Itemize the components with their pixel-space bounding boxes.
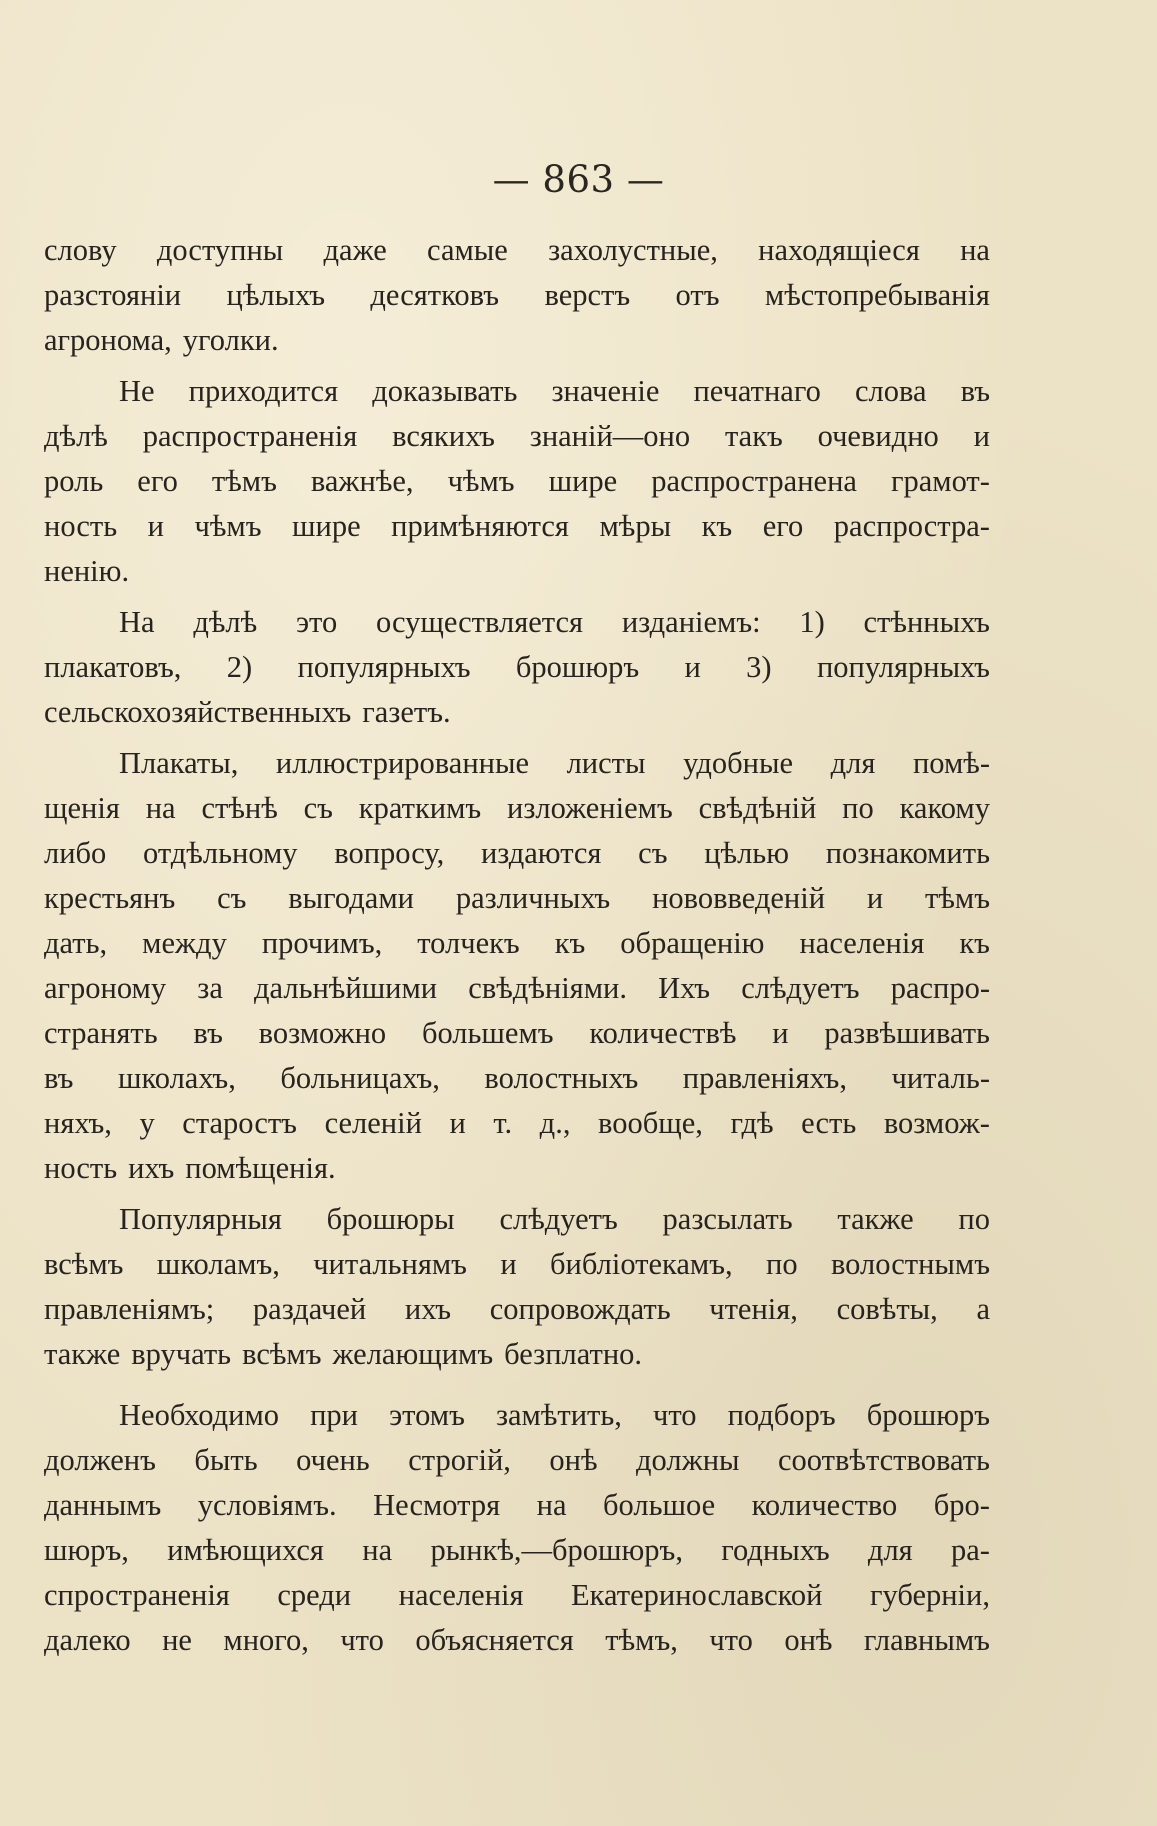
- word: читальнямъ: [313, 1247, 467, 1281]
- word: знаній—оно: [529, 419, 691, 453]
- word: всѣмъ: [44, 1247, 124, 1281]
- word: шюръ,: [44, 1533, 129, 1567]
- word: возмож-: [883, 1106, 990, 1140]
- word: распространена: [651, 464, 857, 498]
- text-line: [44, 1483, 990, 1528]
- word: на: [536, 1488, 567, 1522]
- body-text: [44, 228, 990, 1663]
- word: вопросу,: [334, 836, 445, 870]
- text-line: [44, 228, 990, 273]
- word: населенія: [398, 1578, 524, 1612]
- text-line: [44, 414, 990, 459]
- word: населенія: [799, 926, 925, 960]
- word: къ: [554, 926, 586, 960]
- word: онѣ: [784, 1623, 833, 1657]
- word: плакатовъ,: [44, 650, 182, 684]
- word: брошюръ: [866, 1398, 990, 1432]
- word: 3): [746, 650, 772, 684]
- text-line: [44, 600, 990, 645]
- word: распро-: [890, 971, 990, 1005]
- word: ность: [44, 1151, 118, 1185]
- word: чтенія,: [709, 1292, 798, 1326]
- word: мѣры: [599, 509, 672, 543]
- word: соотвѣтствовать: [778, 1443, 990, 1477]
- word: не: [162, 1623, 192, 1657]
- word: раздачей: [252, 1292, 367, 1326]
- word: долженъ: [44, 1443, 156, 1477]
- word: съ: [217, 881, 247, 915]
- word: волостныхъ: [484, 1061, 639, 1095]
- word: сопровождать: [489, 1292, 671, 1326]
- word: щенія: [44, 791, 120, 825]
- word: объясняется: [415, 1623, 574, 1657]
- word: на: [362, 1533, 393, 1567]
- word: брошюры: [326, 1202, 455, 1236]
- text-line: [44, 741, 990, 786]
- word: цѣлью: [704, 836, 789, 870]
- word: тѣмъ,: [605, 1623, 678, 1657]
- word: обращенію: [620, 926, 765, 960]
- word: Популярныя: [119, 1202, 282, 1236]
- word: помѣ-: [912, 746, 990, 780]
- word: Плакаты,: [119, 746, 239, 780]
- word: строгій,: [408, 1443, 511, 1477]
- word: такъ: [724, 419, 783, 453]
- word: 2): [226, 650, 253, 684]
- text-line: [44, 1146, 990, 1191]
- word: на: [145, 791, 176, 825]
- word: количествѣ: [589, 1016, 737, 1050]
- word: ихъ: [128, 1151, 175, 1185]
- word: большемъ: [421, 1016, 554, 1050]
- word: верстъ: [544, 278, 631, 312]
- word: развѣшивать: [824, 1016, 990, 1050]
- text-line: [44, 369, 990, 414]
- word: доступны: [156, 233, 284, 267]
- text-line: [44, 786, 990, 831]
- word: самые: [427, 233, 508, 267]
- word: всѣмъ: [242, 1337, 322, 1371]
- word: количество: [751, 1488, 898, 1522]
- word: изданіемъ:: [621, 605, 761, 639]
- word: для: [830, 746, 876, 780]
- word: агроному: [44, 971, 167, 1005]
- word: толчекъ: [417, 926, 520, 960]
- word: при: [310, 1398, 359, 1432]
- word: крестьянъ: [44, 881, 176, 915]
- word: читаль-: [891, 1061, 990, 1095]
- word: къ: [959, 926, 990, 960]
- word: т.: [493, 1106, 513, 1140]
- word: ра-: [951, 1533, 990, 1567]
- word: въ: [960, 374, 990, 408]
- text-line: [44, 831, 990, 876]
- word: няхъ,: [44, 1106, 112, 1140]
- text-line: [44, 1242, 990, 1287]
- word: въ: [44, 1061, 74, 1095]
- text-line: [44, 876, 990, 921]
- word: большое: [603, 1488, 716, 1522]
- word: Ихъ: [658, 971, 711, 1005]
- text-line: [44, 1332, 990, 1377]
- word: грамот-: [890, 464, 990, 498]
- word: школахъ,: [117, 1061, 236, 1095]
- word: тѣмъ: [211, 464, 277, 498]
- word: ихъ: [404, 1292, 452, 1326]
- word: разсылать: [662, 1202, 793, 1236]
- page-number: — 863 —: [492, 158, 665, 201]
- word: популярныхъ: [816, 650, 990, 684]
- word: примѣняются: [391, 509, 569, 543]
- word: желающимъ: [332, 1337, 494, 1371]
- word: этомъ: [389, 1398, 465, 1432]
- word: свѣдѣній: [698, 791, 817, 825]
- word: печатнаго: [693, 374, 821, 408]
- word: годныхъ: [721, 1533, 830, 1567]
- word: что: [709, 1623, 753, 1657]
- word: спространенія: [44, 1578, 230, 1612]
- word: слѣдуетъ: [741, 971, 860, 1005]
- word: шире: [548, 464, 618, 498]
- word: прочимъ,: [261, 926, 383, 960]
- word: даннымъ: [44, 1488, 162, 1522]
- text-line: [44, 1197, 990, 1242]
- word: что: [340, 1623, 384, 1657]
- word: больницахъ,: [280, 1061, 440, 1095]
- word: совѣты,: [836, 1292, 938, 1326]
- word: разстояніи: [44, 278, 182, 312]
- word: осуществляется: [375, 605, 584, 639]
- word: доказывать: [372, 374, 518, 408]
- word: роль: [44, 464, 104, 498]
- word: школамъ,: [156, 1247, 280, 1281]
- word: съ: [303, 791, 333, 825]
- word: дѣлѣ: [193, 605, 258, 639]
- word: рынкѣ,—брошюръ,: [430, 1533, 683, 1567]
- word: приходится: [188, 374, 339, 408]
- word: у: [139, 1106, 155, 1140]
- word: Необходимо: [119, 1398, 280, 1432]
- word: также: [837, 1202, 914, 1236]
- text-line: [44, 966, 990, 1011]
- text-line: [44, 1438, 990, 1483]
- word: уголки.: [182, 323, 279, 357]
- word: много,: [223, 1623, 309, 1657]
- text-line: [44, 504, 990, 549]
- word: и: [147, 509, 164, 543]
- text-line: [44, 318, 990, 363]
- word: нововведеній: [652, 881, 826, 915]
- word: странять: [44, 1016, 158, 1050]
- word: очевидно: [817, 419, 939, 453]
- word: правленіяхъ,: [682, 1061, 847, 1095]
- word: дать,: [44, 926, 108, 960]
- word: свѣдѣніями.: [468, 971, 627, 1005]
- word: иллюстрированные: [275, 746, 529, 780]
- word: листы: [566, 746, 646, 780]
- word: отдѣльному: [143, 836, 298, 870]
- word: вообще,: [598, 1106, 703, 1140]
- text-line: [44, 1573, 990, 1618]
- word: ненію.: [44, 554, 130, 588]
- word: подборъ: [727, 1398, 836, 1432]
- word: д.,: [539, 1106, 571, 1140]
- text-line: [44, 459, 990, 504]
- word: въ: [193, 1016, 223, 1050]
- word: замѣтить,: [495, 1398, 622, 1432]
- word: Несмотря: [373, 1488, 501, 1522]
- word: по: [958, 1202, 990, 1236]
- word: должны: [636, 1443, 740, 1477]
- word: онѣ: [549, 1443, 598, 1477]
- word: вручать: [131, 1337, 232, 1371]
- text-line: [44, 273, 990, 318]
- word: либо: [44, 836, 107, 870]
- word: помѣщенія.: [185, 1151, 336, 1185]
- word: между: [142, 926, 227, 960]
- word: газетъ.: [362, 695, 451, 729]
- word: распростра-: [833, 509, 990, 543]
- word: шире: [292, 509, 361, 543]
- word: и: [449, 1106, 466, 1140]
- word: далеко: [44, 1623, 131, 1657]
- text-line: [44, 1287, 990, 1332]
- word: издаются: [480, 836, 602, 870]
- word: даже: [323, 233, 387, 267]
- word: какому: [899, 791, 990, 825]
- word: по: [842, 791, 874, 825]
- word: удобные: [683, 746, 794, 780]
- word: всякихъ: [392, 419, 495, 453]
- word: тѣмъ: [925, 881, 990, 915]
- word: для: [867, 1533, 913, 1567]
- word: за: [197, 971, 223, 1005]
- word: главнымъ: [863, 1623, 990, 1657]
- word: находящіеся: [758, 233, 920, 267]
- word: быть: [194, 1443, 258, 1477]
- word: слова: [854, 374, 927, 408]
- word: стѣнѣ: [201, 791, 278, 825]
- text-line: [44, 645, 990, 690]
- text-line: [44, 1056, 990, 1101]
- word: брошюръ: [515, 650, 640, 684]
- word: чѣмъ: [194, 509, 262, 543]
- word: безплатно.: [504, 1337, 643, 1371]
- word: очень: [296, 1443, 370, 1477]
- word: бро-: [933, 1488, 990, 1522]
- word: важнѣе,: [310, 464, 414, 498]
- word: распространенія: [142, 419, 358, 453]
- word: по: [766, 1247, 798, 1281]
- text-line: [44, 1393, 990, 1438]
- word: 1): [799, 605, 825, 639]
- word: значеніе: [551, 374, 660, 408]
- word: его: [137, 464, 178, 498]
- word: и: [684, 650, 701, 684]
- text-line: [44, 1618, 990, 1663]
- word: цѣлыхъ: [226, 278, 325, 312]
- word: имѣющихся: [167, 1533, 324, 1567]
- word: гдѣ: [730, 1106, 774, 1140]
- word: агронома,: [44, 323, 172, 357]
- text-line: [44, 1101, 990, 1146]
- word: также: [44, 1337, 121, 1371]
- word: что: [652, 1398, 697, 1432]
- word: дальнѣйшими: [254, 971, 438, 1005]
- word: и: [500, 1247, 517, 1281]
- word: десятковъ: [370, 278, 500, 312]
- word: отъ: [675, 278, 720, 312]
- word: селеній: [324, 1106, 422, 1140]
- word: Не: [119, 374, 155, 408]
- word: чѣмъ: [447, 464, 515, 498]
- word: и: [866, 881, 884, 915]
- word: это: [295, 605, 338, 639]
- word: сельскохозяйственныхъ: [44, 695, 352, 729]
- word: стѣнныхъ: [863, 605, 990, 639]
- word: Екатеринославской: [571, 1578, 823, 1612]
- word: дѣлѣ: [44, 419, 108, 453]
- word: слѣдуетъ: [499, 1202, 618, 1236]
- word: есть: [801, 1106, 857, 1140]
- text-line: [44, 549, 990, 594]
- word: изложеніемъ: [507, 791, 673, 825]
- word: библіотекамъ,: [550, 1247, 733, 1281]
- word: популярныхъ: [297, 650, 471, 684]
- word: на: [960, 233, 990, 267]
- word: къ: [701, 509, 733, 543]
- text-line: [44, 1011, 990, 1056]
- word: его: [762, 509, 804, 543]
- word: губерніи,: [869, 1578, 990, 1612]
- word: возможно: [258, 1016, 387, 1050]
- word: краткимъ: [358, 791, 482, 825]
- text-line: [44, 921, 990, 966]
- word: волостнымъ: [830, 1247, 990, 1281]
- word: и: [772, 1016, 789, 1050]
- word: условіямъ.: [197, 1488, 337, 1522]
- word: среди: [277, 1578, 352, 1612]
- word: выгодами: [288, 881, 414, 915]
- word: мѣстопребыванія: [764, 278, 990, 312]
- word: а: [976, 1292, 990, 1326]
- word: старостъ: [182, 1106, 297, 1140]
- text-line: [44, 1528, 990, 1573]
- word: познакомить: [825, 836, 990, 870]
- word: На: [119, 605, 155, 639]
- word: захолустные,: [548, 233, 718, 267]
- word: и: [973, 419, 990, 453]
- word: различныхъ: [455, 881, 611, 915]
- word: правленіямъ;: [44, 1292, 215, 1326]
- text-line: [44, 690, 990, 735]
- word: ность: [44, 509, 118, 543]
- word: съ: [638, 836, 668, 870]
- word: слову: [44, 233, 117, 267]
